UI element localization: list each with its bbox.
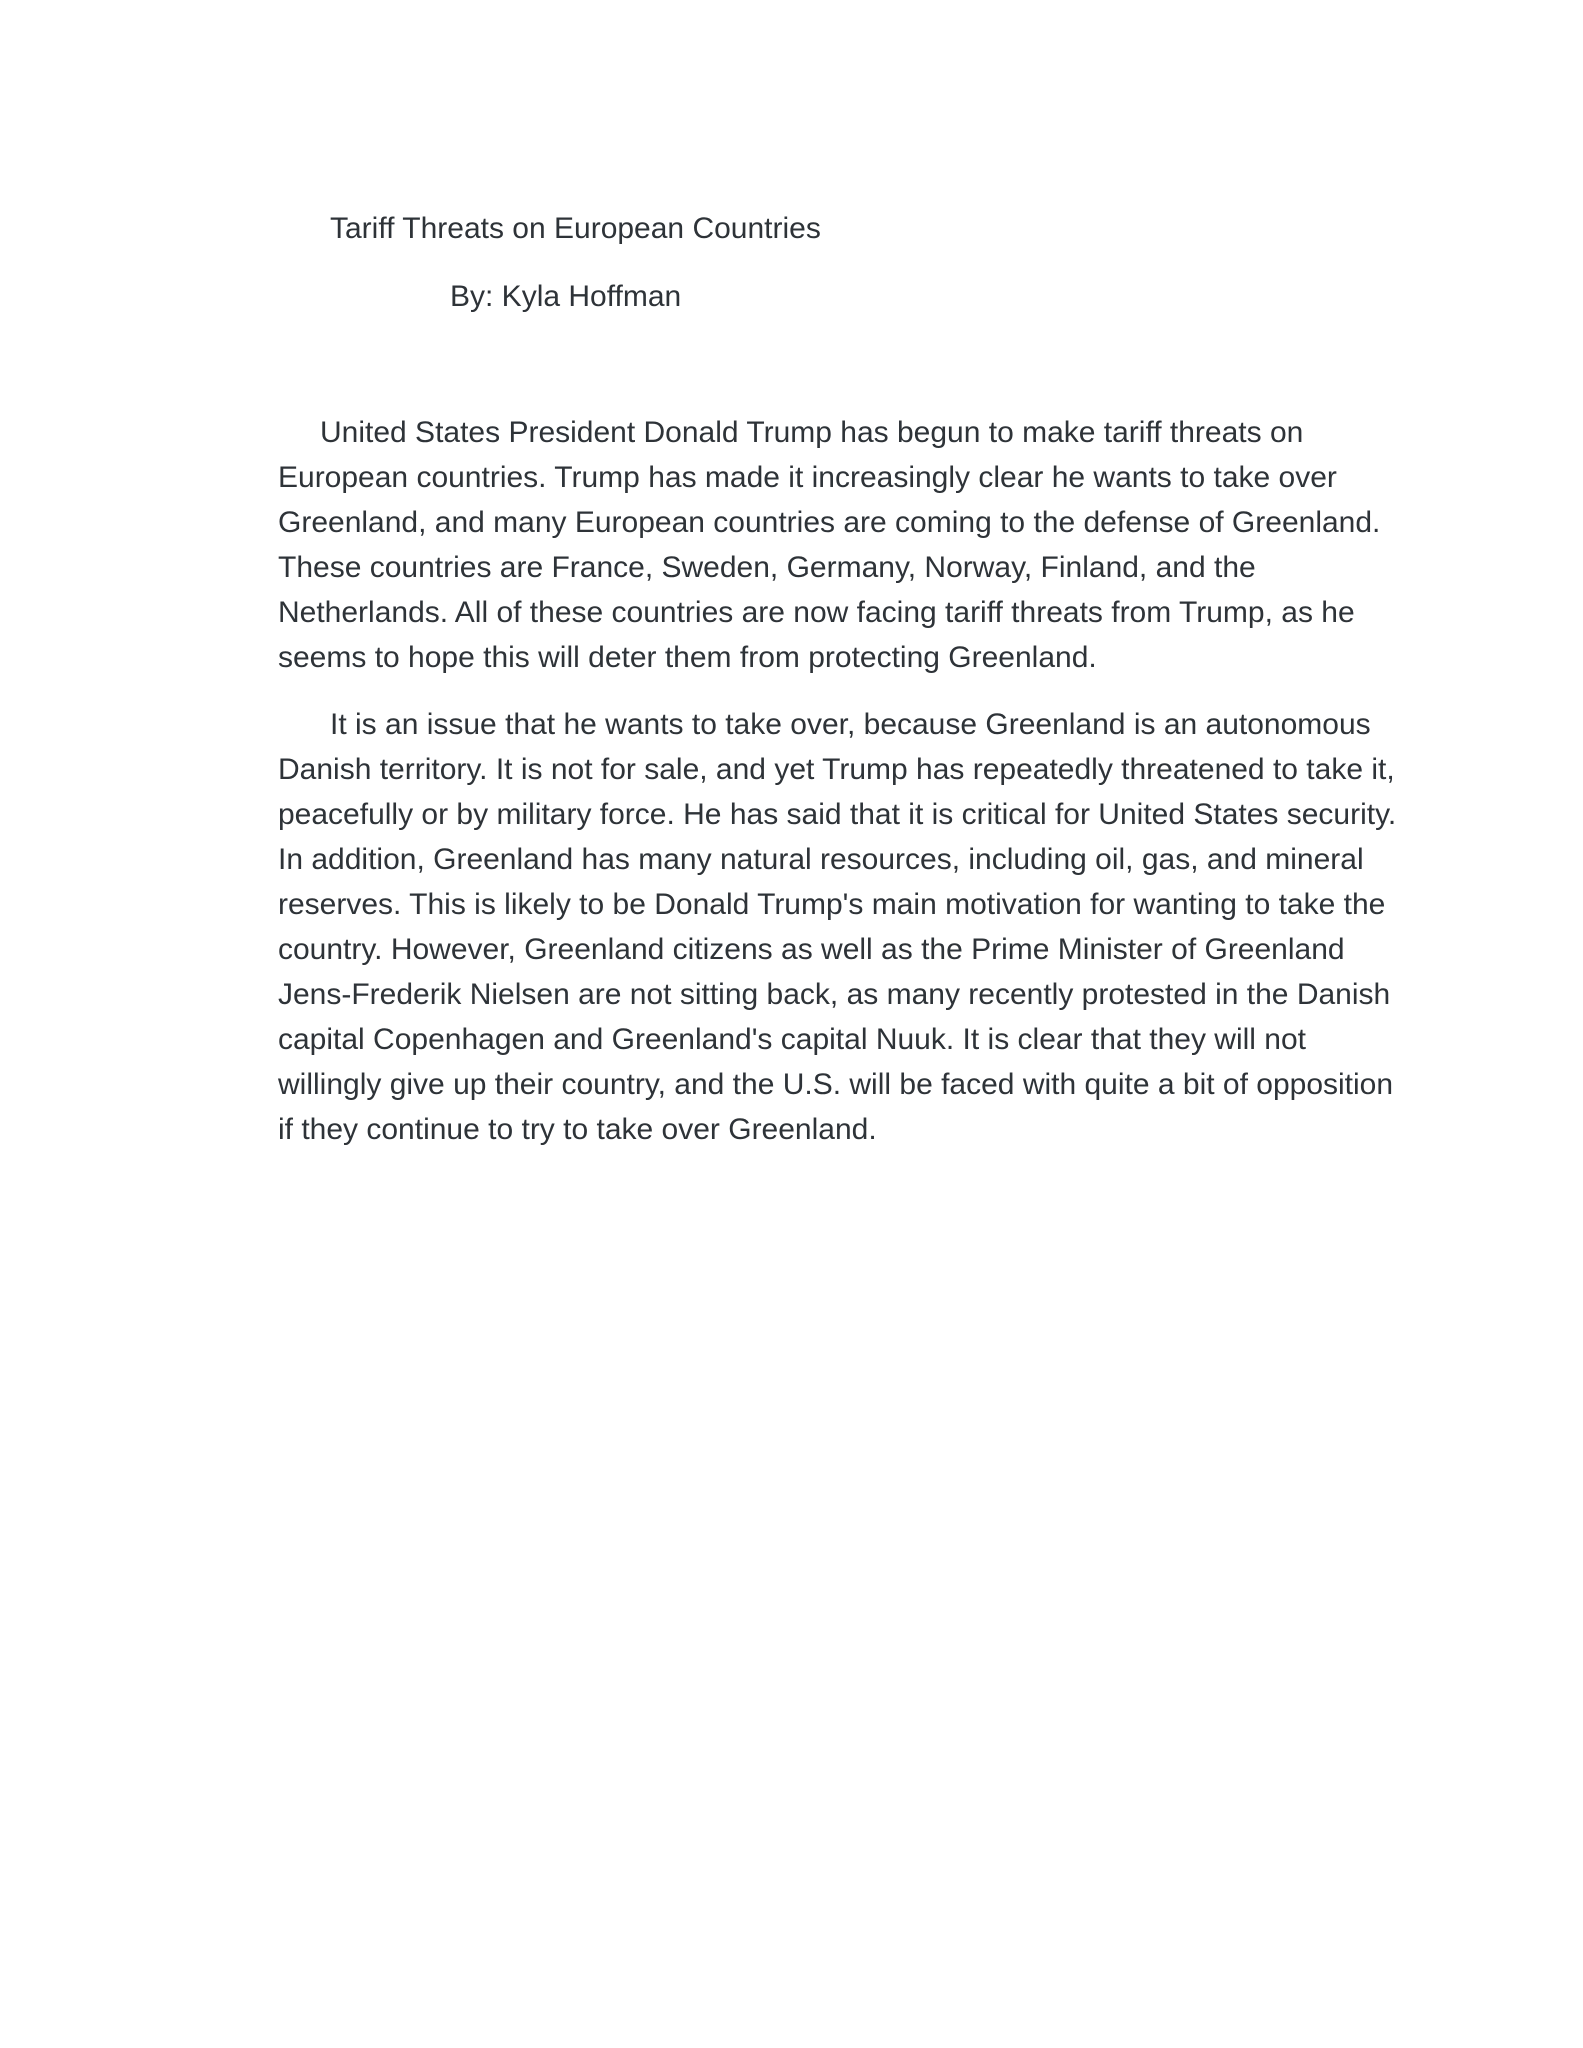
- body-paragraph-2: It is an issue that he wants to take over, because Greenland is an autonomous Danish territory. It is not for sale, and yet Trump has repeatedly threatened to take it, peacefully or by military force. He has said that it is critical for United States security. In addition, Greenland has many natural resources, including oil, gas, and mineral reserves. This is likely to be Donald Trump's main motivation for wanting to take the country. However, Greenland citizens as well as the Prime Minister of Greenland Jens-Frederik Nielsen are not sitting back, as many recently protested in the Danish capital Copenhagen and Greenland's capital Nuuk. It is clear that they will not willingly give up their country, and the U.S. will be faced with quite a bit of opposition if they continue to try to take over Greenland.: [278, 708, 1397, 1146]
- body-paragraph-1: United States President Donald Trump has begun to make tariff threats on European countries. Trump has made it increasingly clear he wants to take over Greenland, and many European countries are coming to the defense of Greenland. These countries are France, Sweden, Germany, Norway, Finland, and the Netherlands. All of these countries are now facing tariff threats from Trump, as he seems to hope this will deter them from protecting Greenland.: [278, 416, 1381, 674]
- document-title: Tariff Threats on European Countries: [330, 212, 821, 245]
- author-byline: By: Kyla Hoffman: [450, 280, 682, 313]
